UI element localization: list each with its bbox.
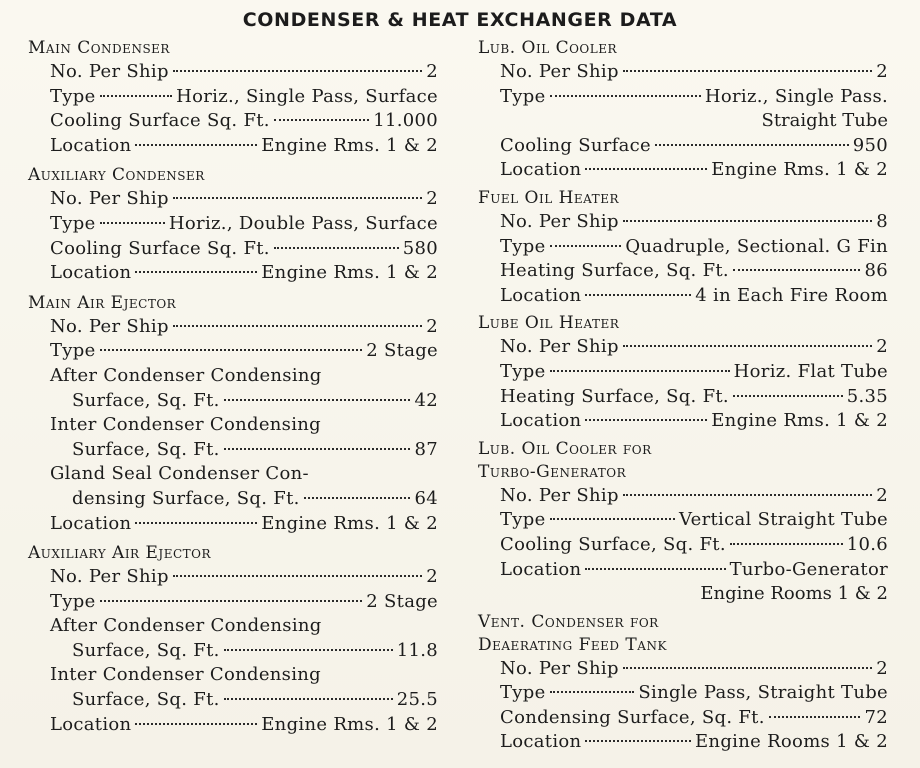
row-value: Quadruple, Sectional. G Fin: [625, 235, 888, 257]
value-continuation: Straight Tube: [761, 110, 888, 132]
row-value: 2: [426, 315, 438, 337]
dot-leader: [173, 325, 422, 327]
row-value: Engine Rms. 1 & 2: [711, 410, 888, 432]
row-value: Engine Rms. 1 & 2: [261, 713, 438, 735]
row-label: Location: [50, 512, 132, 534]
data-row: [478, 681, 888, 706]
row-label: Type: [500, 682, 546, 704]
data-row: [28, 487, 438, 512]
dot-leader: [623, 345, 872, 347]
dot-leader: [100, 349, 363, 351]
row-value: 5.35: [846, 385, 888, 407]
section-heading: Auxiliary Air Ejector: [28, 543, 212, 564]
data-row: [478, 85, 888, 110]
row-value: Engine Rms. 1 & 2: [261, 262, 438, 284]
dot-leader: [550, 245, 622, 247]
row-value: 2: [426, 566, 438, 588]
row-value: 86: [864, 260, 888, 282]
row-label: Location: [50, 262, 132, 284]
row-label: No. Per Ship: [500, 210, 619, 232]
dot-leader: [224, 649, 393, 651]
dot-leader: [135, 271, 257, 273]
dot-leader: [733, 269, 861, 271]
row-label: No. Per Ship: [50, 566, 169, 588]
row-label: Surface, Sq. Ft.: [72, 438, 220, 460]
data-row: [478, 235, 888, 260]
row-label: Location: [500, 159, 582, 181]
dot-leader: [550, 95, 701, 97]
section-heading: Auxiliary Condenser: [28, 165, 205, 186]
row-value: Engine Rooms 1 & 2: [694, 731, 888, 753]
section-fuel-oil-heater: [478, 187, 888, 308]
data-row: [28, 639, 438, 664]
data-row: [28, 85, 438, 110]
data-row: [28, 364, 438, 389]
data-row: [478, 134, 888, 159]
row-label: No. Per Ship: [500, 657, 619, 679]
row-value: 64: [414, 487, 438, 509]
dot-leader: [585, 740, 691, 742]
data-row: [28, 413, 438, 438]
row-label: After Condenser Condensing: [50, 615, 322, 637]
data-row: [478, 508, 888, 533]
row-label: Type: [500, 509, 546, 531]
dot-leader: [623, 70, 872, 72]
row-value: 2: [426, 188, 438, 210]
section-auxiliary-condenser: [28, 164, 438, 285]
row-value: 11.8: [396, 639, 438, 661]
row-label: Type: [50, 590, 96, 612]
row-value: Horiz., Double Pass, Surface: [168, 212, 438, 234]
row-label: Type: [50, 212, 96, 234]
data-row: [28, 109, 438, 134]
data-row: [28, 237, 438, 262]
row-value: 8: [876, 210, 888, 232]
row-value: 2: [876, 484, 888, 506]
dot-leader: [623, 220, 872, 222]
data-row: [478, 284, 888, 309]
data-row: [478, 335, 888, 360]
row-label: Surface, Sq. Ft.: [72, 389, 220, 411]
dot-leader: [100, 222, 165, 224]
row-label: Cooling Surface Sq. Ft.: [50, 110, 270, 132]
dot-leader: [100, 95, 173, 97]
data-row: [28, 261, 438, 286]
row-value: 87: [414, 438, 438, 460]
dot-leader: [224, 698, 393, 700]
row-label: Condensing Surface, Sq. Ft.: [500, 706, 765, 728]
right-column: [478, 37, 888, 755]
section-heading: Deaerating Feed Tank: [478, 634, 667, 655]
section-main-air-ejector: [28, 292, 438, 536]
row-value: Engine Rms. 1 & 2: [711, 159, 888, 181]
data-row: [478, 259, 888, 284]
data-row: [28, 187, 438, 212]
row-value: 2 Stage: [366, 590, 438, 612]
row-value: 25.5: [396, 689, 438, 711]
value-continuation: Engine Rooms 1 & 2: [700, 583, 888, 605]
data-row: [28, 565, 438, 590]
data-row: [478, 484, 888, 509]
dot-leader: [274, 119, 369, 121]
dot-leader: [769, 716, 861, 718]
row-value: Horiz., Single Pass.: [704, 85, 888, 107]
row-value: Single Pass, Straight Tube: [638, 682, 888, 704]
data-row: [28, 339, 438, 364]
data-row: [478, 385, 888, 410]
row-label: Location: [50, 713, 132, 735]
row-label: Location: [500, 558, 582, 580]
section-main-condenser: [28, 37, 438, 158]
data-row: [28, 315, 438, 340]
row-label: Inter Condenser Condensing: [50, 664, 321, 686]
row-value: Horiz. Flat Tube: [733, 360, 888, 382]
data-row: [478, 533, 888, 558]
section-heading: Vent. Condenser for: [478, 611, 659, 632]
dot-leader: [274, 247, 399, 249]
row-label: Location: [50, 134, 132, 156]
row-value: Horiz., Single Pass, Surface: [176, 85, 438, 107]
row-label: Cooling Surface, Sq. Ft.: [500, 533, 726, 555]
row-label: Location: [500, 731, 582, 753]
row-label: Heating Surface, Sq. Ft.: [500, 260, 729, 282]
row-label: After Condenser Condensing: [50, 364, 322, 386]
section-heading: Lub. Oil Cooler for: [478, 438, 652, 459]
row-value: 10.6: [846, 533, 888, 555]
row-value: 2 Stage: [366, 340, 438, 362]
data-row: [28, 134, 438, 159]
row-value: 72: [864, 706, 888, 728]
data-row: [28, 614, 438, 639]
row-label: No. Per Ship: [50, 315, 169, 337]
section-vent-condenser-for-deaerating-feed-tank: [478, 611, 888, 755]
row-label: No. Per Ship: [500, 484, 619, 506]
dot-leader: [585, 294, 691, 296]
data-row: [28, 438, 438, 463]
row-label: Type: [500, 85, 546, 107]
row-label: Type: [50, 85, 96, 107]
dot-leader: [623, 494, 872, 496]
row-value: 42: [414, 389, 438, 411]
data-row: [478, 158, 888, 183]
row-value: Turbo-Generator: [729, 558, 888, 580]
row-value: Vertical Straight Tube: [679, 509, 888, 531]
row-value: 580: [402, 237, 438, 259]
dot-leader: [173, 197, 422, 199]
row-value: 2: [876, 61, 888, 82]
dot-leader: [173, 70, 422, 72]
dot-leader: [173, 575, 422, 577]
row-label: Location: [500, 284, 582, 306]
section-auxiliary-air-ejector: [28, 542, 438, 737]
left-column: [28, 37, 438, 737]
data-row: [28, 389, 438, 414]
row-value: 11.000: [373, 110, 438, 132]
row-value: 2: [876, 657, 888, 679]
dot-leader: [550, 370, 730, 372]
row-label: Type: [500, 235, 546, 257]
row-label: Location: [500, 410, 582, 432]
row-label: No. Per Ship: [50, 61, 169, 82]
dot-leader: [135, 522, 257, 524]
section-heading: Turbo-Generator: [478, 461, 627, 482]
data-row: [478, 706, 888, 731]
dot-leader: [100, 600, 363, 602]
row-label: Cooling Surface Sq. Ft.: [50, 237, 270, 259]
section-heading: Fuel Oil Heater: [478, 187, 619, 208]
data-row: [478, 558, 888, 583]
dot-leader: [623, 667, 872, 669]
dot-leader: [733, 395, 843, 397]
data-row: [28, 688, 438, 713]
row-label: densing Surface, Sq. Ft.: [72, 487, 300, 509]
row-label: No. Per Ship: [50, 188, 169, 210]
dot-leader: [224, 448, 411, 450]
dot-leader: [224, 399, 411, 401]
data-row: [28, 713, 438, 738]
row-value: 950: [852, 134, 888, 156]
row-label: Cooling Surface: [500, 134, 651, 156]
section-heading: Main Air Ejector: [28, 292, 177, 313]
data-row: [28, 212, 438, 237]
dot-leader: [585, 419, 707, 421]
data-row: [478, 409, 888, 434]
data-row: [28, 663, 438, 688]
section-heading: Lub. Oil Cooler: [478, 38, 618, 58]
dot-leader: [730, 543, 843, 545]
data-row: [478, 657, 888, 682]
row-label: Inter Condenser Condensing: [50, 414, 321, 436]
row-value: 2: [876, 336, 888, 358]
dot-leader: [550, 691, 635, 693]
dot-leader: [585, 568, 725, 570]
data-row: [478, 730, 888, 755]
section-lub-oil-cooler: [478, 37, 888, 183]
section-lube-oil-heater: [478, 312, 888, 433]
data-row: [28, 462, 438, 487]
dot-leader: [304, 497, 411, 499]
row-label: Heating Surface, Sq. Ft.: [500, 385, 729, 407]
row-value: Engine Rms. 1 & 2: [261, 134, 438, 156]
data-row: [478, 360, 888, 385]
row-value: Engine Rms. 1 & 2: [261, 512, 438, 534]
dot-leader: [585, 168, 707, 170]
data-row: [28, 60, 438, 85]
data-row: [28, 590, 438, 615]
dot-leader: [550, 518, 675, 520]
data-row: [478, 60, 888, 85]
row-label: Type: [500, 360, 546, 382]
data-row: [478, 210, 888, 235]
dot-leader: [655, 144, 849, 146]
row-label: Surface, Sq. Ft.: [72, 689, 220, 711]
row-label: Gland Seal Condenser Con-: [50, 463, 309, 485]
row-value: 4 in Each Fire Room: [695, 284, 888, 306]
row-label: No. Per Ship: [500, 61, 619, 82]
page-title: CONDENSER & HEAT EXCHANGER DATA: [242, 9, 678, 31]
data-row: [28, 512, 438, 537]
dot-leader: [135, 723, 257, 725]
row-value: 2: [426, 61, 438, 82]
section-heading: Main Condenser: [28, 38, 170, 58]
row-label: Surface, Sq. Ft.: [72, 639, 220, 661]
section-heading: Lube Oil Heater: [478, 313, 620, 334]
row-label: No. Per Ship: [500, 336, 619, 358]
section-lub-oil-cooler-for-turbo-generator: [478, 438, 888, 607]
dot-leader: [135, 144, 257, 146]
row-label: Type: [50, 340, 96, 362]
